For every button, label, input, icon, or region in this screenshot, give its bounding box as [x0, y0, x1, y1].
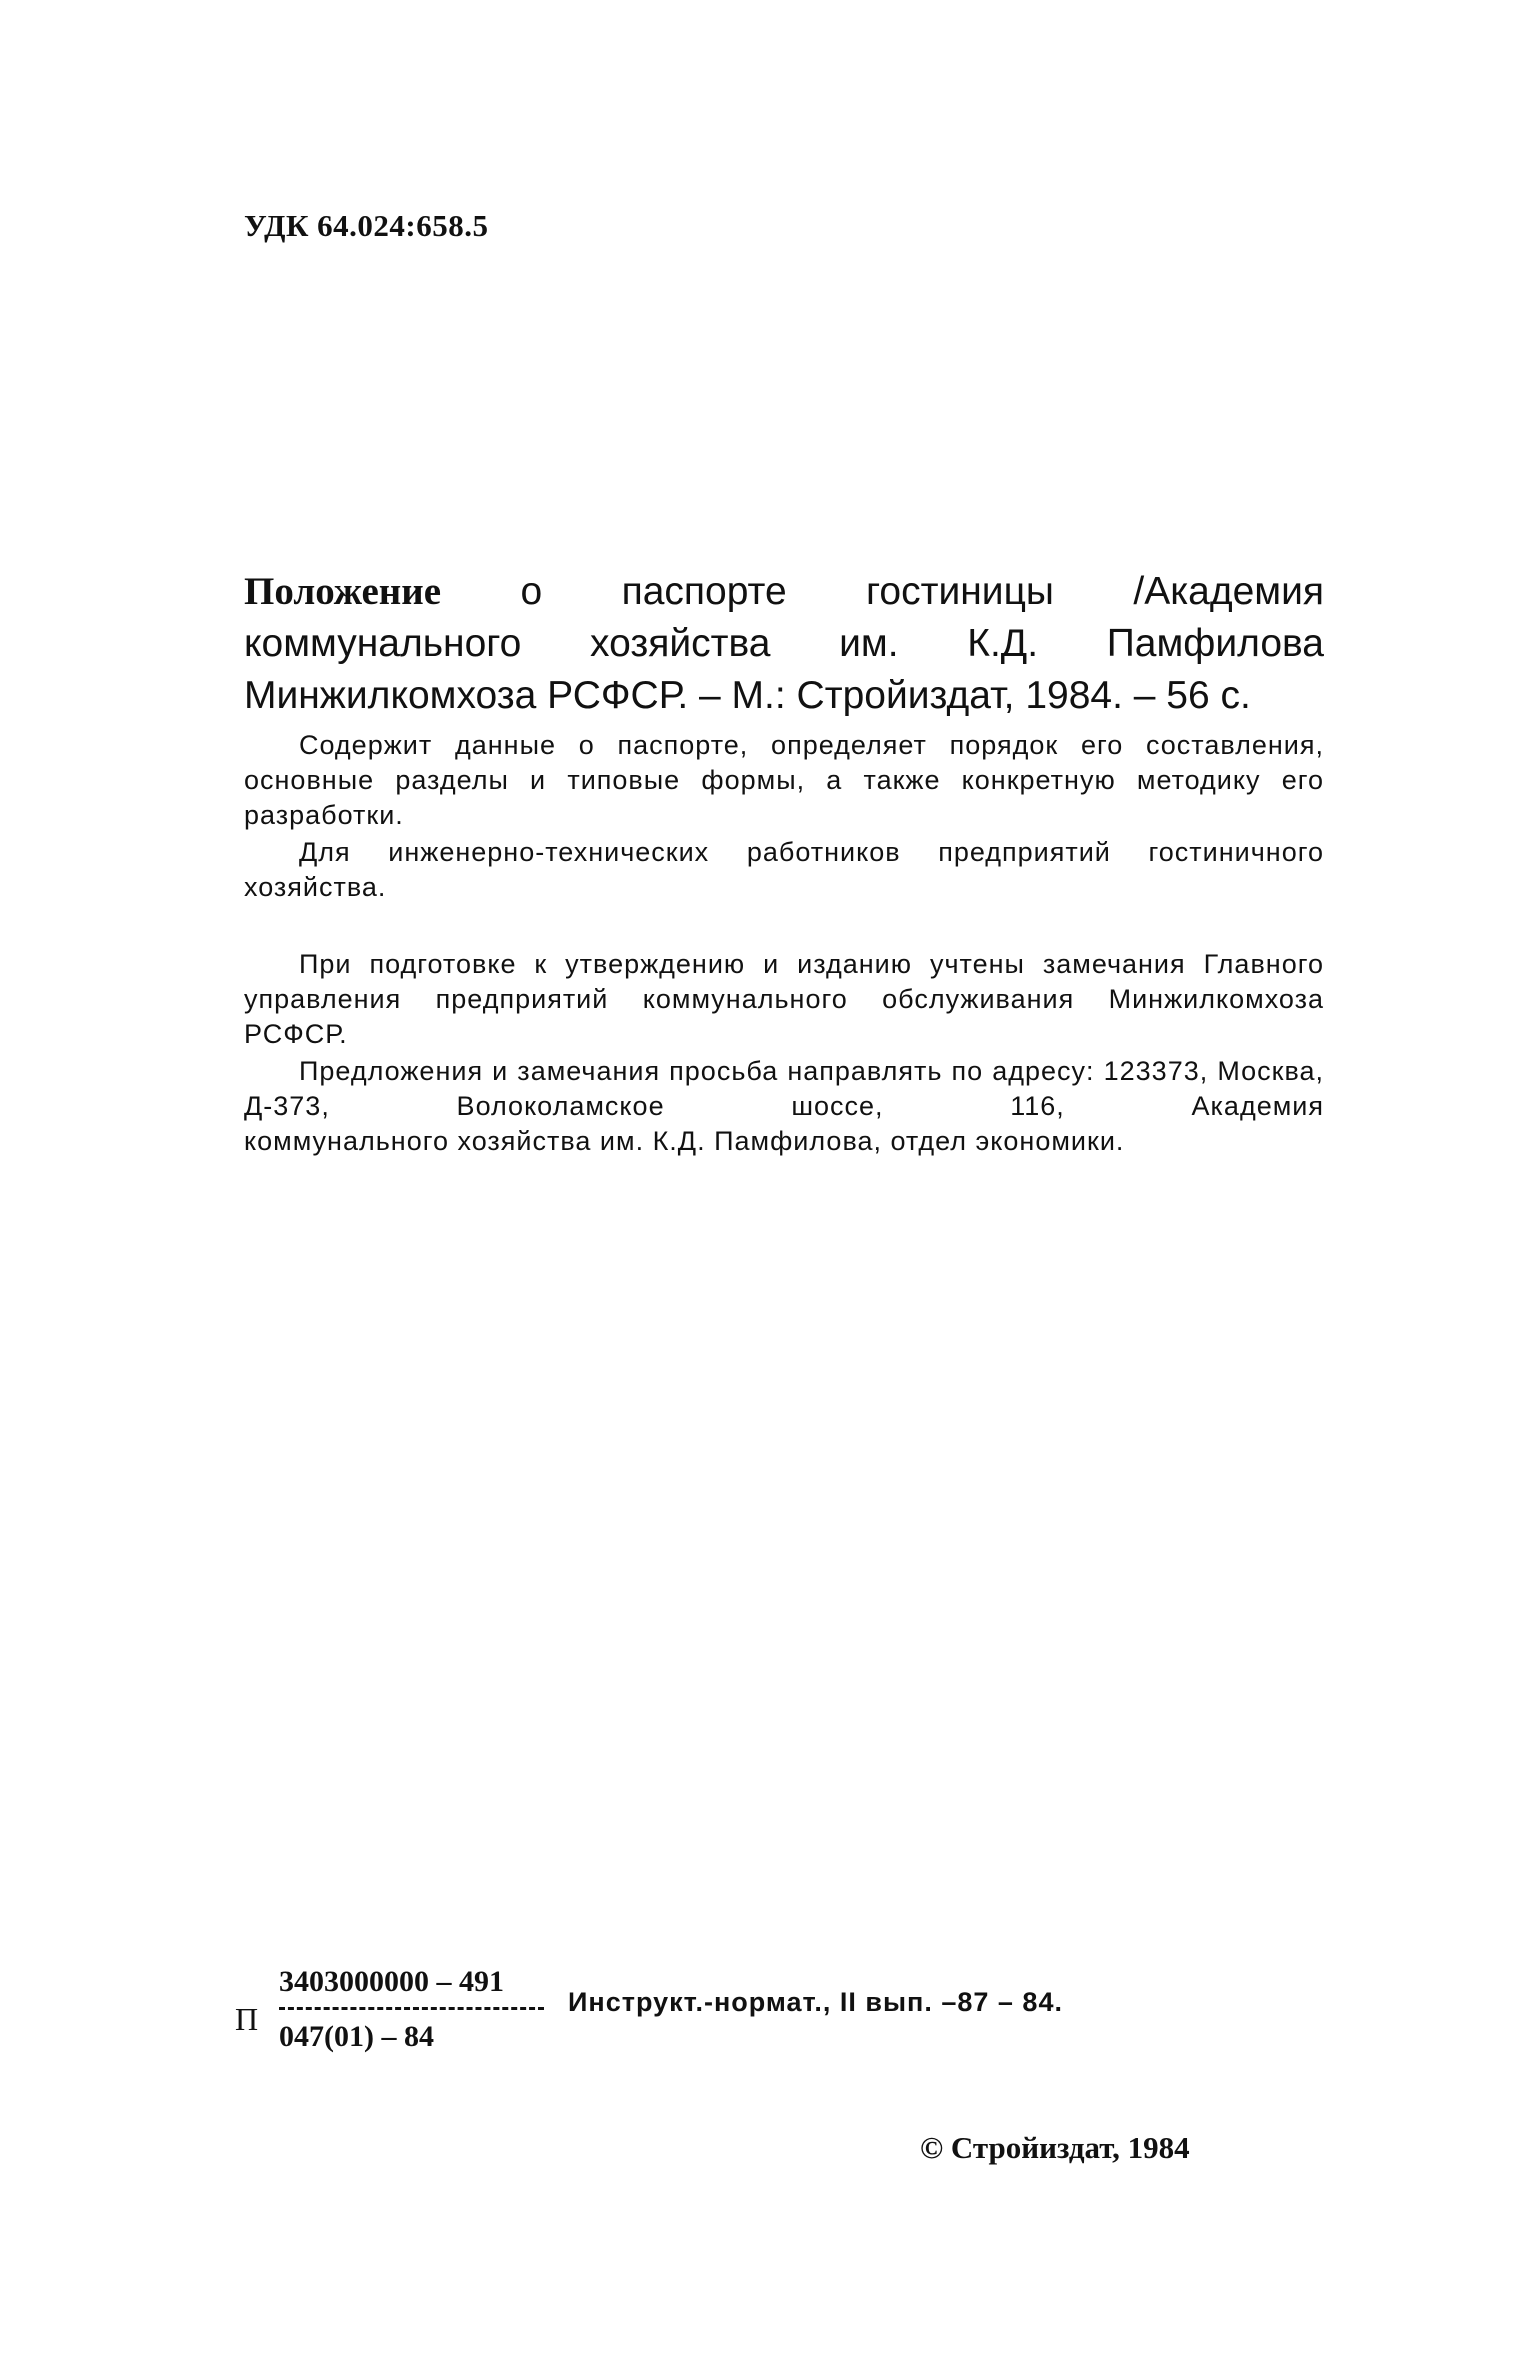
bibliographic-title [244, 566, 1324, 722]
imprint-denominator: 047(01) – 84 [279, 2020, 434, 2053]
udk-code: УДК 64.024:658.5 [244, 208, 489, 243]
note-suggestions-last-line [244, 1124, 1324, 1159]
copyright-notice: © Стройиздат, 1984 [920, 2130, 1190, 2165]
imprint-fraction-line [279, 2007, 544, 2010]
title-rest: о паспорте гостиницы /Академия коммунального хозяйства им. К.Д. Памфилова Минжилкомхоза РСФСР. – М.: Стройиздат, 1984. – 56 с. [244, 570, 1324, 717]
note-prepared: При подготовке к утверждению и изданию учтены замечания Главного управления предприятий коммунального обслуживания Минжилкомхоза РСФСР. [244, 949, 1324, 1049]
note-suggestions-last: коммунального хозяйства им. К.Д. Памфилова, отдел экономики. [244, 1126, 1125, 1156]
imprint-letter: П [235, 2001, 259, 2037]
abstract-audience: Для инженерно-технических работников предприятий гостиничного хозяйства. [244, 837, 1324, 902]
bibliographic-block [244, 566, 1324, 1159]
abstract-contents: Содержит данные о паспорте, определяет порядок его составления, основные разделы и типовые формы, а также конкретную методику его разработки. [244, 730, 1324, 830]
note-suggestions-main: Предложения и замечания просьба направлять по адресу: 123373, Москва, Д-373, Волоколамское шоссе, 116, Академия [244, 1056, 1324, 1121]
note-suggestions [244, 1054, 1324, 1124]
title-lead-word: Положение [244, 570, 442, 613]
imprint-numerator: 3403000000 – 491 [279, 1965, 504, 1998]
imprint-series: Инструкт.-нормат., II вып. –87 – 84. [568, 1987, 1063, 2017]
